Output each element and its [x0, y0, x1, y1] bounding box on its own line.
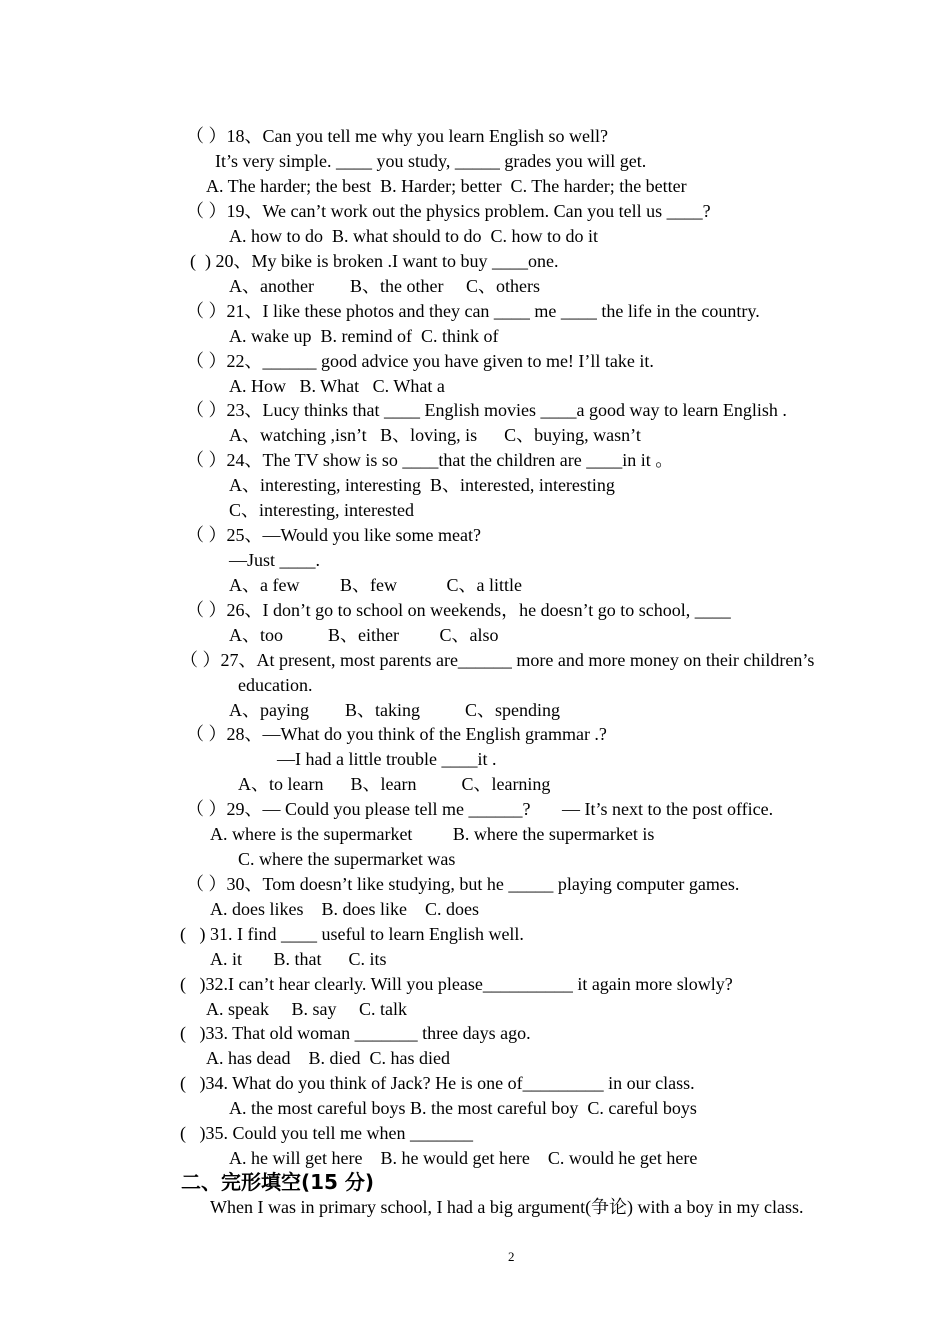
line-q31-options: A. it B. that C. its: [210, 949, 387, 969]
line-q22-options: A. How B. What C. What a: [229, 376, 445, 396]
line-q27-options: A、paying B、taking C、spending: [229, 700, 560, 720]
line-q32-options: A. speak B. say C. talk: [206, 999, 407, 1019]
line-q28-options: A、to learn B、learn C、learning: [238, 774, 551, 794]
line-q28: （ ）28、—What do you think of the English grammar .?: [186, 724, 607, 744]
passage-first-line: When I was in primary school, I had a big argument(争论) with a boy in my class.: [210, 1197, 804, 1217]
line-q33-options: A. has dead B. died C. has died: [206, 1048, 450, 1068]
line-q34: ( )34. What do you think of Jack? He is one of_________ in our class.: [180, 1073, 695, 1093]
line-q32: ( )32.I can’t hear clearly. Will you please__________ it again more slowly?: [180, 974, 733, 994]
line-q22: （ ）22、______ good advice you have given to me! I’ll take it.: [186, 351, 654, 371]
line-q18-text: It’s very simple. ____ you study, _____ grades you will get.: [215, 151, 647, 171]
page-number: 2: [508, 1249, 515, 1264]
line-q27: （ ）27、At present, most parents are______ more and more money on their children’s: [180, 650, 815, 670]
line-q20-options: A、another B、the other C、others: [229, 276, 540, 296]
line-q26-options: A、too B、either C、also: [229, 625, 499, 645]
section-heading: 二、完形填空(15 分): [181, 1170, 375, 1194]
line-q18-options: A. The harder; the best B. Harder; better C. The harder; the better: [206, 176, 687, 196]
line-q35-options: A. he will get here B. he would get here C. would he get here: [229, 1148, 698, 1168]
line-q31: ( ) 31. I find ____ useful to learn English well.: [180, 924, 524, 944]
line-q28-reply: —I had a little trouble ____it .: [277, 749, 497, 769]
line-q21-options: A. wake up B. remind of C. think of: [229, 326, 499, 346]
line-q29-options-2: C. where the supermarket was: [238, 849, 456, 869]
line-q20: ( ) 20、My bike is broken .I want to buy ____one.: [190, 251, 559, 271]
line-q29: （ ）29、— Could you please tell me ______? — It’s next to the post office.: [186, 799, 774, 819]
line-q30: （ ）30、Tom doesn’t like studying, but he _____ playing computer games.: [186, 874, 740, 894]
line-q24-options-2: C、interesting, interested: [229, 500, 414, 520]
line-q24-options-1: A、interesting, interesting B、interested, interesting: [229, 475, 615, 495]
line-q30-options: A. does likes B. does like C. does: [210, 899, 479, 919]
line-q19: （ ）19、We can’t work out the physics problem. Can you tell us ____?: [186, 201, 711, 221]
line-q26: （ ）26、I don’t go to school on weekends，he doesn’t go to school, ____: [186, 600, 731, 620]
line-q25-reply: —Just ____.: [229, 550, 321, 570]
line-q24: （ ）24、The TV show is so ____that the children are ____in it 。: [186, 450, 674, 470]
line-q25-options: A、a few B、few C、a little: [229, 575, 522, 595]
line-q35: ( )35. Could you tell me when _______: [180, 1123, 473, 1143]
line-q18: （ ）18、Can you tell me why you learn English so well?: [186, 126, 608, 146]
line-q21: （ ）21、I like these photos and they can ____ me ____ the life in the country.: [186, 301, 760, 321]
line-q29-options-1: A. where is the supermarket B. where the supermarket is: [210, 824, 655, 844]
line-q34-options: A. the most careful boys B. the most careful boy C. careful boys: [229, 1098, 697, 1118]
line-q23: （ ）23、Lucy thinks that ____ English movies ____a good way to learn English .: [186, 400, 787, 420]
line-q23-options: A、watching ,isn’t B、loving, is C、buying, wasn’t: [229, 425, 641, 445]
line-q27-cont: education.: [238, 675, 313, 695]
line-q19-options: A. how to do B. what should to do C. how to do it: [229, 226, 599, 246]
line-q25: （ ）25、—Would you like some meat?: [186, 525, 482, 545]
line-q33: ( )33. That old woman _______ three days ago.: [180, 1023, 531, 1043]
